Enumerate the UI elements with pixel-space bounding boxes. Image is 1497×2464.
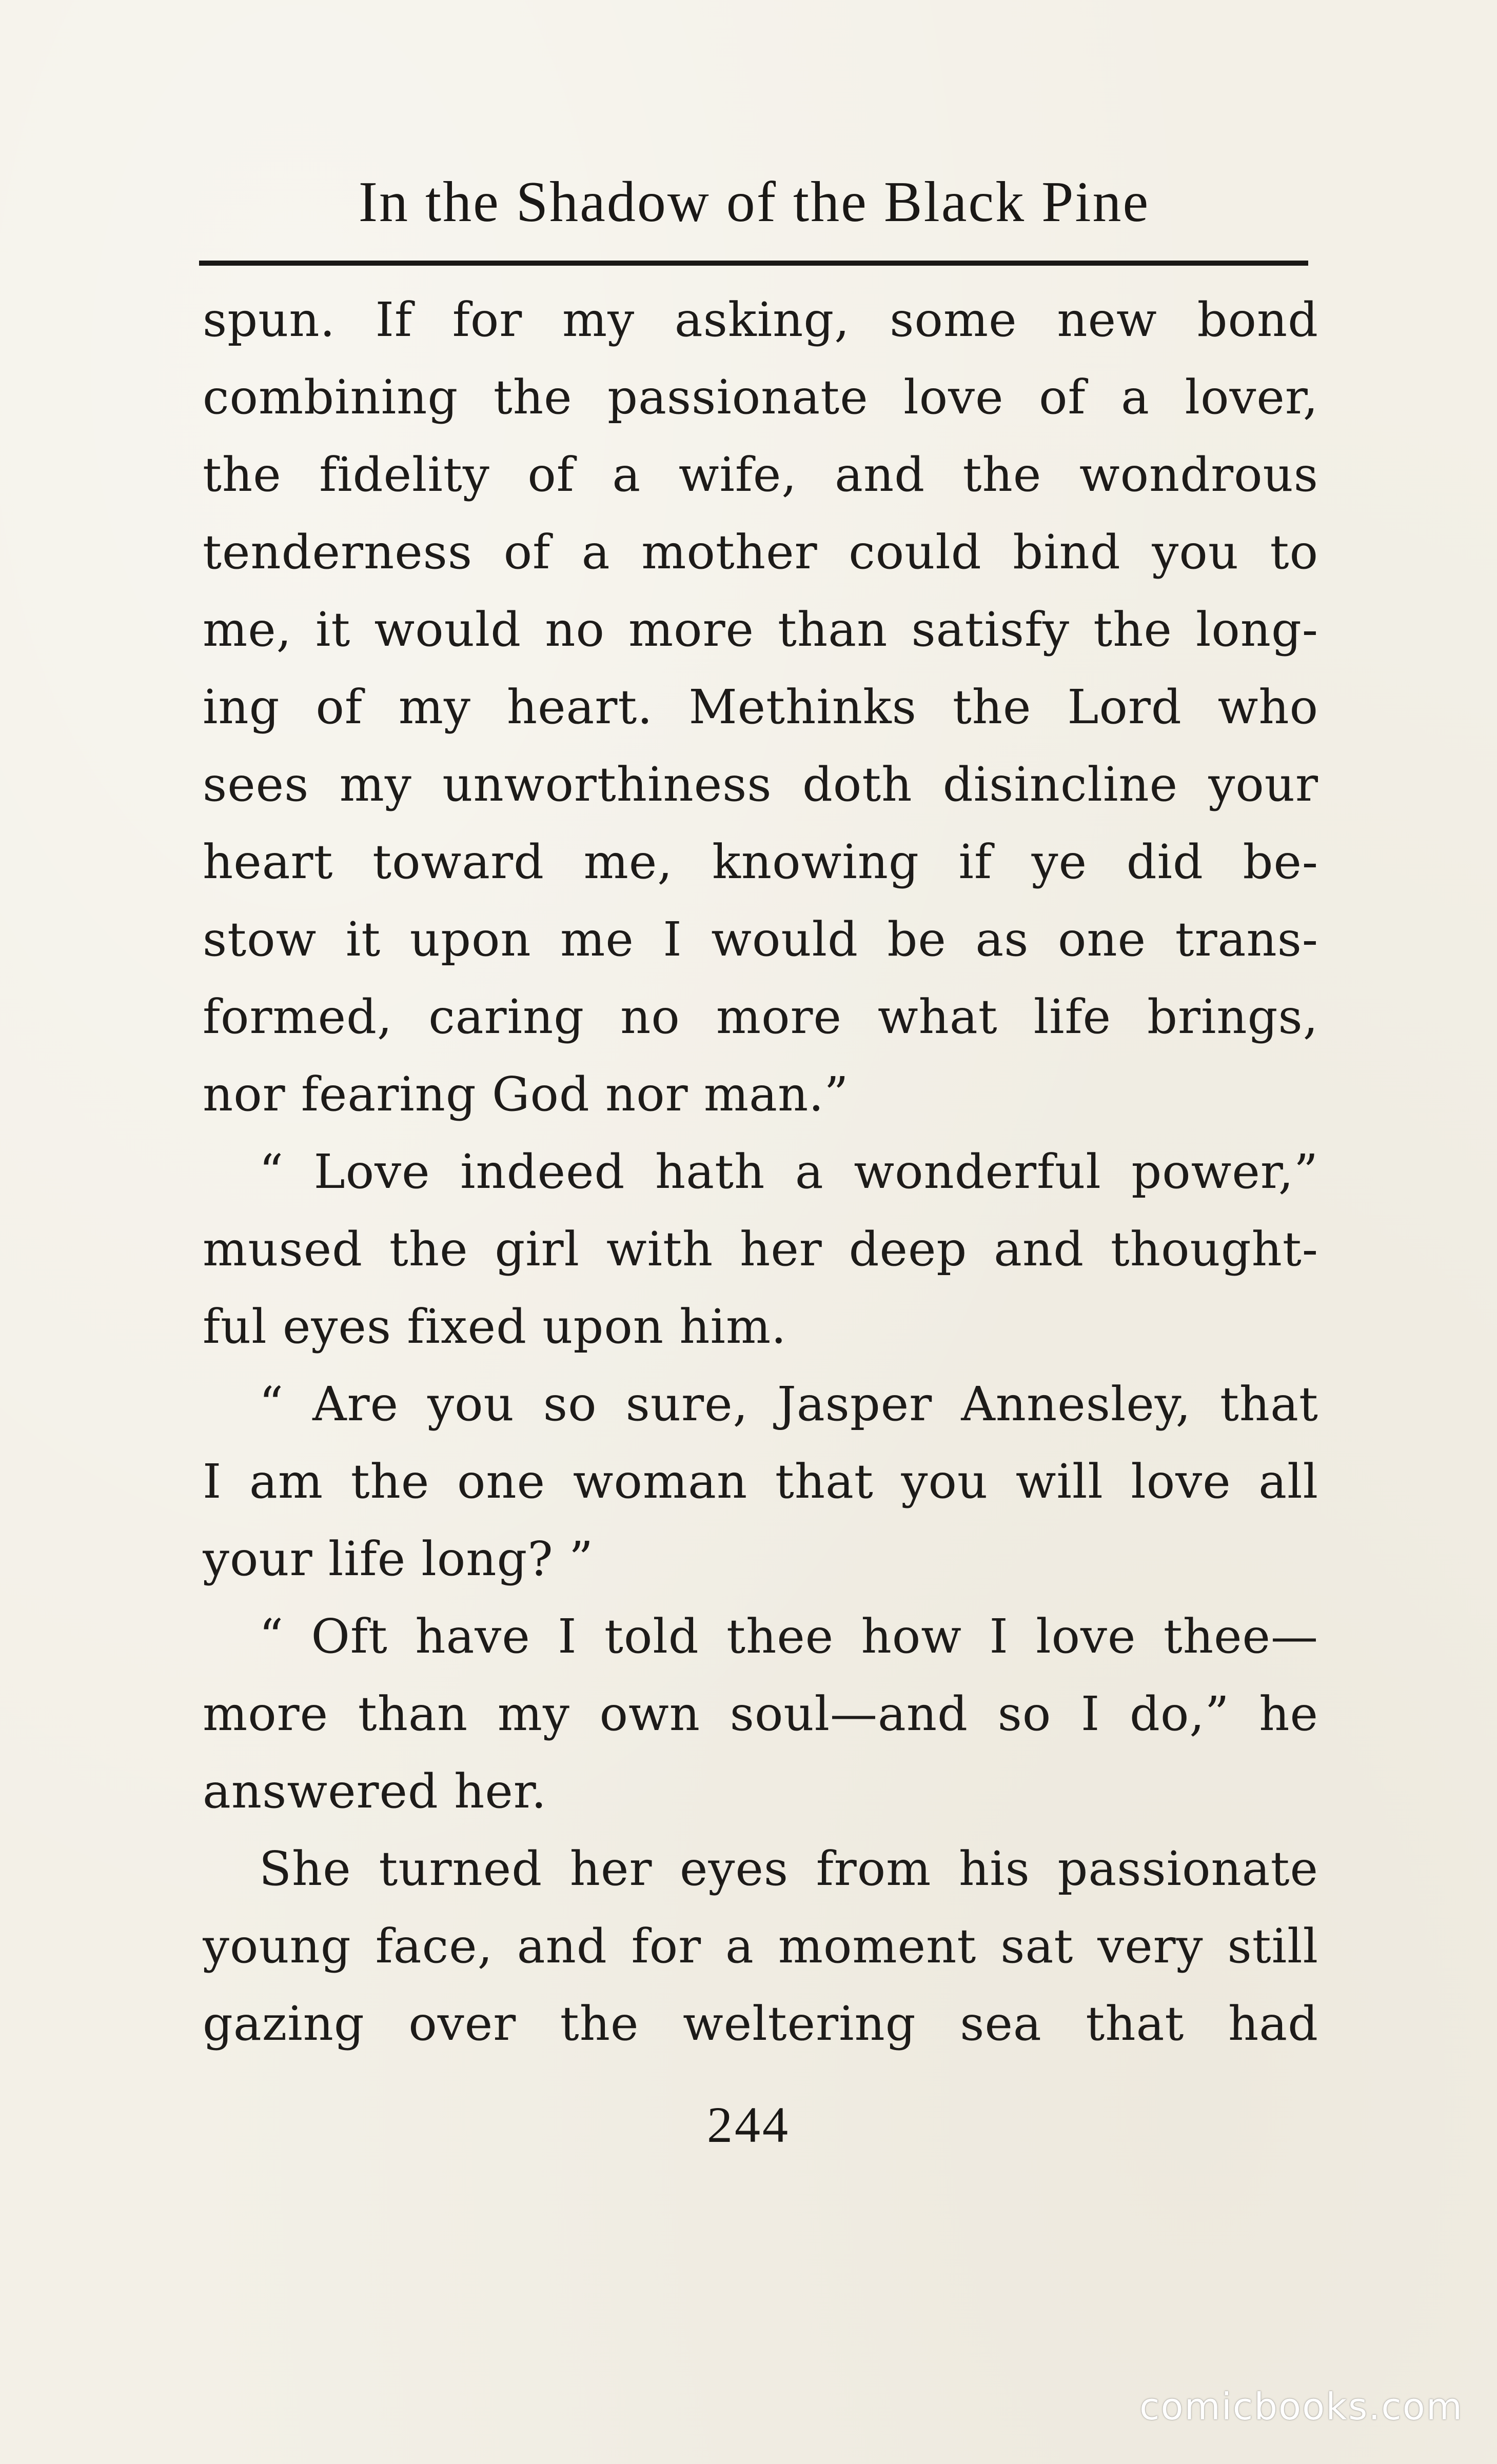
text-line: nor fearing God nor man.” — [203, 1067, 849, 1122]
page-number: 244 — [707, 2096, 790, 2153]
text-line: gazing over the weltering sea that had — [203, 1996, 1318, 2051]
text-line: the fidelity of a wife, and the wondrous — [203, 447, 1318, 502]
text-line: She turned her eyes from his passionate — [259, 1841, 1318, 1896]
text-line: answered her. — [203, 1764, 547, 1819]
text-line: formed, caring no more what life brings, — [203, 989, 1318, 1044]
text-line: “ Are you so sure, Jasper Annesley, that — [259, 1377, 1318, 1432]
body-text — [203, 281, 1318, 2062]
watermark: comicbooks.com — [1139, 2385, 1463, 2428]
text-line: more than my own soul—and so I do,” he — [203, 1686, 1318, 1741]
text-line: sees my unworthiness doth disincline your — [203, 757, 1318, 812]
text-line: mused the girl with her deep and thought- — [203, 1222, 1318, 1277]
text-line: combining the passionate love of a lover, — [203, 370, 1318, 425]
text-line: heart toward me, knowing if ye did be- — [203, 834, 1318, 889]
text-line: young face, and for a moment sat very still — [203, 1919, 1318, 1974]
header-rule — [199, 261, 1308, 266]
text-line: “ Oft have I told thee how I love thee— — [259, 1609, 1318, 1664]
text-line: spun. If for my asking, some new bond — [203, 292, 1318, 347]
text-line: I am the one woman that you will love all — [203, 1454, 1318, 1509]
text-line: ful eyes fixed upon him. — [203, 1299, 787, 1354]
text-line: your life long? ” — [203, 1532, 594, 1586]
text-line: ing of my heart. Methinks the Lord who — [203, 680, 1318, 734]
text-line: stow it upon me I would be as one trans- — [203, 912, 1318, 967]
text-line: “ Love indeed hath a wonderful power,” — [259, 1144, 1318, 1199]
text-line: tenderness of a mother could bind you to — [203, 525, 1318, 580]
text-line: me, it would no more than satisfy the long- — [203, 602, 1318, 657]
running-head: In the Shadow of the Black Pine — [358, 170, 1150, 234]
